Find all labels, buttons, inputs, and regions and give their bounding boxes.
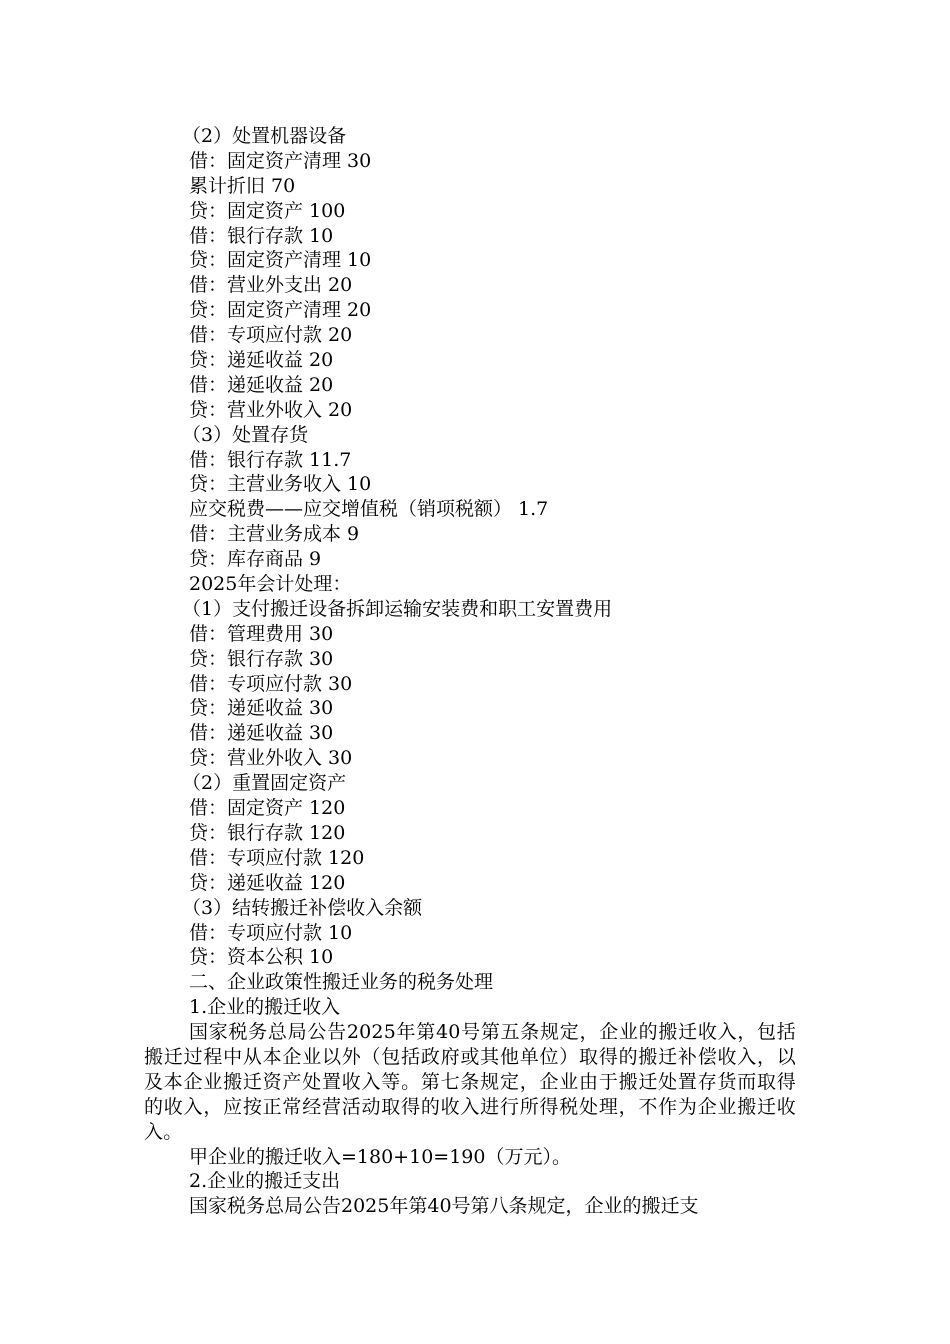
text-line: 借：专项应付款 10 xyxy=(189,921,353,944)
text-line: （3）结转搬迁补偿收入余额 xyxy=(182,896,423,919)
text-line: 贷：递延收益 20 xyxy=(189,349,334,372)
text-line: 二、企业政策性搬迁业务的税务处理 xyxy=(189,971,494,994)
text-line: 贷：银行存款 30 xyxy=(189,647,334,670)
text-line: 借：管理费用 30 xyxy=(189,622,334,645)
text-line: （2）重置固定资产 xyxy=(182,772,347,795)
text-line: 借：固定资产 120 xyxy=(189,797,346,820)
text-line: 借：营业外支出 20 xyxy=(189,274,353,297)
text-line: 应交税费——应交增值税（销项税额） 1.7 xyxy=(189,498,549,521)
text-line: 借：专项应付款 120 xyxy=(189,846,365,869)
relocation-income-calculation: 甲企业的搬迁收入=180+10=190（万元）。 xyxy=(189,1145,571,1168)
text-line: （2）处置机器设备 xyxy=(182,125,347,147)
text-line: 借：递延收益 20 xyxy=(189,373,334,396)
text-line: 贷：固定资产清理 10 xyxy=(189,249,372,272)
text-line: 借：主营业务成本 9 xyxy=(189,523,360,546)
text-line: （3）处置存货 xyxy=(182,423,309,446)
text-line: 2025年会计处理： xyxy=(189,573,352,596)
text-line: 贷：固定资产清理 20 xyxy=(189,299,372,322)
text-line: 借：银行存款 10 xyxy=(189,224,334,247)
heading-relocation-expenditure: 2.企业的搬迁支出 xyxy=(189,1170,341,1193)
paragraph-relocation-income: 国家税务总局公告2025年第40号第五条规定，企业的搬迁收入，包括搬迁过程中从本企业以外（包括政府或其他单位）取得的搬迁补偿收入，以及本企业搬迁资产处置收入等。第七条规定，企业由于搬迁处置存货而取得的收入，应按正常经营活动取得的收入进行所得税处理，不作为企业搬迁收入。 xyxy=(144,1021,796,1143)
text-line: 贷：递延收益 30 xyxy=(189,697,334,720)
document-body xyxy=(144,124,796,1219)
text-line: 贷：主营业务收入 10 xyxy=(189,473,372,496)
text-line: 借：递延收益 30 xyxy=(189,722,334,745)
text-line: 借：银行存款 11.7 xyxy=(189,448,352,471)
text-line: 贷：营业外收入 20 xyxy=(189,398,353,421)
paragraph-relocation-expenditure-start: 国家税务总局公告2025年第40号第八条规定，企业的搬迁支 xyxy=(189,1195,699,1218)
text-line: 借：固定资产清理 30 xyxy=(189,149,372,172)
text-line: 贷：营业外收入 30 xyxy=(189,747,353,770)
text-line: 贷：递延收益 120 xyxy=(189,871,346,894)
text-line: 贷：固定资产 100 xyxy=(189,199,346,222)
text-line: 贷：银行存款 120 xyxy=(189,821,346,844)
text-line: 贷：资本公积 10 xyxy=(189,946,334,969)
text-line: 借：专项应付款 20 xyxy=(189,324,353,347)
text-line: （1）支付搬迁设备拆卸运输安装费和职工安置费用 xyxy=(182,597,613,620)
text-line: 累计折旧 70 xyxy=(189,174,296,197)
text-line: 借：专项应付款 30 xyxy=(189,672,353,695)
text-line: 1.企业的搬迁收入 xyxy=(189,996,341,1019)
journal-entry-lines xyxy=(144,124,796,1020)
text-line: 贷：库存商品 9 xyxy=(189,548,322,571)
